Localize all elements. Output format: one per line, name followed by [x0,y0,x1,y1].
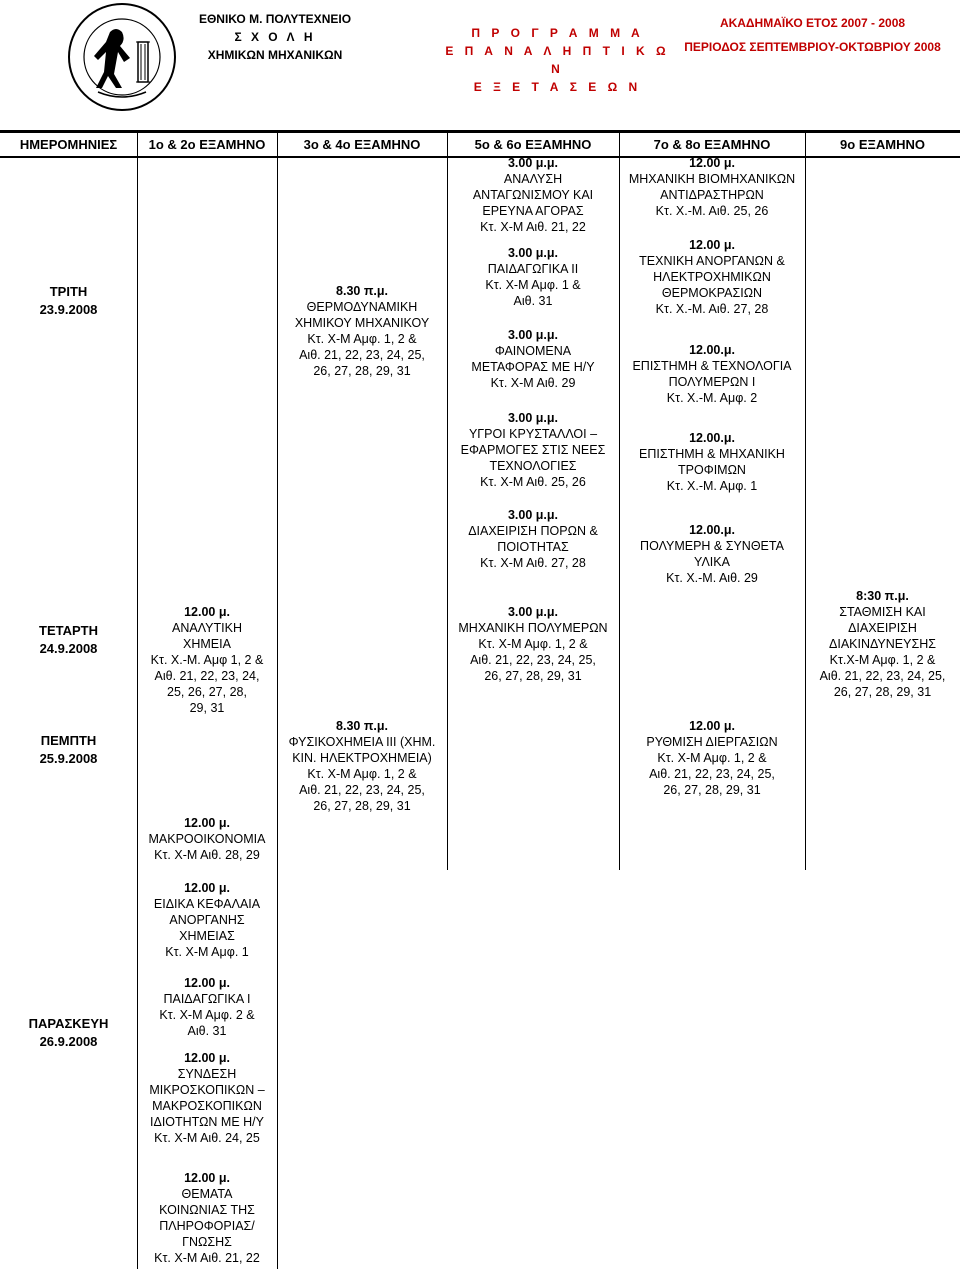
program-line-3: Ε Ξ Ε Τ Α Σ Ε Ω Ν [473,80,642,94]
program-line-2: Ε Π Α Ν Α Λ Η Π Τ Ι Κ Ω Ν [445,44,670,76]
grid-line [447,130,448,870]
exam-analytical-chemistry [137,604,277,716]
day-wednesday [0,622,137,658]
exam-detail-line: ΧΗΜΕΙΑΣ [179,929,235,943]
exam-detail-line: ΠΑΙΔΑΓΩΓΙΚΑ ΙΙ [487,262,579,276]
exam-detail-line: ΑΝΟΡΓΑΝΗΣ [169,913,245,927]
exam-time: 3.00 μ.μ. [507,605,559,619]
exam-time: 3.00 μ.μ. [507,411,559,425]
exam-detail-line: Κτ. Χ-Μ Αμφ. 1, 2 & [307,332,417,346]
school-heading [190,10,360,64]
exam-detail-line: Κτ. Χ-Μ Αιθ. 21, 22 [480,220,586,234]
exam-detail-line: Κτ. Χ-Μ Αιθ. 21, 22 [154,1251,260,1265]
exam-detail-line: ΤΕΧΝΟΛΟΓΙΕΣ [489,459,577,473]
ntua-seal-logo [58,2,186,112]
exam-pedagogy-1 [137,975,277,1039]
exam-time: 12.00 μ. [184,605,230,619]
col-header-sem-5-6: 5ο & 6ο ΕΞΑΜΗΝΟ [474,137,592,152]
col-header-sem-3-4: 3ο & 4ο ΕΞΑΜΗΝΟ [303,137,421,152]
day-tuesday [0,283,137,319]
exam-time: 12.00 μ. [184,816,230,830]
exam-detail-line: ΜΗΧΑΝΙΚΗ ΒΙΟΜΗΧΑΝΙΚΩΝ [628,172,796,186]
exam-detail-line: Κτ. Χ-Μ Αιθ. 27, 28 [480,556,586,570]
exam-detail-line: Κτ. Χ-Μ Αιθ. 28, 29 [154,848,260,862]
table-header-row [0,130,960,158]
exam-detail-line: ΔΙΑΚΙΝΔΥΝΕΥΣΗΣ [829,637,936,651]
col-header-dates: ΗΜΕΡΟΜΗΝΙΕΣ [19,137,118,152]
academic-year: ΑΚΑΔΗΜΑΪΚΟ ΕΤΟΣ 2007 - 2008 [719,16,906,30]
exam-detail-line: ΥΛΙΚΑ [694,555,730,569]
exam-detail-line: ΕΠΙΣΤΗΜΗ & ΤΕΧΝΟΛΟΓΙΑ [632,359,792,373]
exam-liquid-crystals [447,410,619,490]
exam-detail-line: ΧΗΜΙΚΟΥ ΜΗΧΑΝΙΚΟΥ [294,316,430,330]
school-line-2: Σ Χ Ο Λ Η [234,30,316,44]
exam-detail-line: ΕΦΑΡΜΟΓΕΣ ΣΤΙΣ ΝΕΕΣ [460,443,606,457]
exam-detail-line: Κτ. Χ-Μ Αμφ. 2 & [159,1008,255,1022]
day-name: ΠΕΜΠΤΗ [40,733,97,748]
exam-detail-line: Κτ. Χ.-Μ. Αιθ. 25, 26 [655,204,769,218]
exam-detail-line: 26, 27, 28, 29, 31 [313,799,411,813]
exam-detail-line: Αιθ. 21, 22, 23, 24, 25, [649,767,775,781]
col-header-sem-7-8: 7ο & 8ο ΕΞΑΜΗΝΟ [653,137,771,152]
exam-time: 12.00.μ. [689,523,735,537]
exam-detail-line: ΙΔΙΟΤΗΤΩΝ ΜΕ Η/Υ [150,1115,264,1129]
exam-micro-macro-properties [137,1050,277,1146]
exam-detail-line: Κτ. Χ.-Μ. Αμφ 1, 2 & [150,653,264,667]
school-line-1: ΕΘΝΙΚΟ Μ. ΠΟΛΥΤΕΧΝΕΙΟ [198,12,352,26]
exam-detail-line: ΠΟΛΥΜΕΡΩΝ Ι [668,375,756,389]
exam-detail-line: ΔΙΑΧΕΙΡΙΣΗ [848,621,917,635]
grid-line [805,130,806,870]
exam-period: ΠΕΡΙΟΔΟΣ ΣΕΠΤΕΜΒΡΙΟΥ-ΟΚΤΩΒΡΙΟΥ 2008 [684,40,941,54]
exam-detail-line: ΠΟΛΥΜΕΡΗ & ΣΥΝΘΕΤΑ [640,539,784,553]
academic-year-heading [675,14,950,56]
exam-detail-line: ΦΥΣΙΚΟΧΗΜΕΙΑ ΙΙΙ (ΧΗΜ. [288,735,436,749]
exam-time: 8:30 π.μ. [856,589,909,603]
exam-detail-line: ΦΑΙΝΟΜΕΝΑ [494,344,572,358]
exam-detail-line: Κτ. Χ.-Μ. Αιθ. 27, 28 [655,302,769,316]
exam-detail-line: Αιθ. 21, 22, 23, 24, 25, [819,669,946,683]
exam-detail-line: Αιθ. 21, 22, 23, 24, [154,669,260,683]
day-name: ΤΡΙΤΗ [49,284,88,299]
exam-detail-line: Κτ. Χ-Μ Αμφ. 1, 2 & [307,767,417,781]
exam-detail-line: Αιθ. 21, 22, 23, 24, 25, [299,348,425,362]
exam-detail-line: ΕΠΙΣΤΗΜΗ & ΜΗΧΑΝΙΚΗ [639,447,785,461]
exam-detail-line: Κτ. Χ-Μ Αμφ. 1, 2 & [657,751,767,765]
exam-detail-line: 26, 27, 28, 29, 31 [313,364,411,378]
exam-detail-line: 25, 26, 27, 28, [167,685,247,699]
exam-information-society [137,1170,277,1266]
exam-detail-line: ΤΕΧΝΙΚΗ ΑΝΟΡΓΑΝΩΝ & [639,254,785,268]
exam-detail-line: ΠΟΙΟΤΗΤΑΣ [497,540,569,554]
exam-detail-line: Κτ. Χ-Μ Αμφ. 1, 2 & [478,637,588,651]
exam-detail-line: 26, 27, 28, 29, 31 [833,685,932,699]
col-header-sem-9: 9ο ΕΞΑΜΗΝΟ [840,137,925,152]
school-line-3: ΧΗΜΙΚΩΝ ΜΗΧΑΝΙΚΩΝ [207,48,343,62]
exam-time: 3.00 μ.μ. [507,328,559,342]
exam-detail-line: ΣΤΑΘΜΙΣΗ ΚΑΙ [839,605,926,619]
exam-time: 12.00 μ. [689,238,735,252]
exam-detail-line: ΜΑΚΡΟΟΙΚΟΝΟΜΙΑ [148,832,266,846]
exam-transport-phenomena [447,327,619,391]
exam-time: 3.00 μ.μ. [507,156,559,170]
exam-detail-line: ΔΙΑΧΕΙΡΙΣΗ ΠΟΡΩΝ & [468,524,598,538]
exam-pedagogy-2 [447,245,619,309]
exam-detail-line: ΧΗΜΕΙΑ [183,637,231,651]
col-header-sem-1-2: 1ο & 2ο ΕΞΑΜΗΝΟ [148,137,266,152]
document-header [0,0,960,120]
exam-polymer-composites [619,522,805,586]
exam-risk-assessment [805,588,960,700]
day-thursday [0,732,137,768]
exam-detail-line: Κτ. Χ.-Μ. Αιθ. 29 [666,571,758,585]
exam-detail-line: ΚΟΙΝΩΝΙΑΣ ΤΗΣ [159,1203,255,1217]
exam-time: 12.00.μ. [689,343,735,357]
exam-resource-management [447,507,619,571]
exam-detail-line: ΑΝΤΙΔΡΑΣΤΗΡΩΝ [660,188,764,202]
exam-inorganic-special-topics [137,880,277,960]
exam-time: 3.00 μ.μ. [507,508,559,522]
exam-time: 12.00 μ. [184,881,230,895]
exam-detail-line: Κτ. Χ.-Μ. Αμφ. 2 [666,391,758,405]
exam-time: 12.00 μ. [184,976,230,990]
exam-process-control [619,718,805,798]
exam-detail-line: ΘΕΡΜΟΔΥΝΑΜΙΚΗ [306,300,418,314]
exam-polymer-science [619,342,805,406]
exam-detail-line: Κτ.Χ-Μ Αμφ. 1, 2 & [829,653,936,667]
exam-detail-line: ΤΡΟΦΙΜΩΝ [678,463,746,477]
exam-detail-line: Κτ. Χ-Μ Αιθ. 29 [490,376,576,390]
exam-time: 12.00 μ. [184,1171,230,1185]
exam-detail-line: ΣΥΝΔΕΣΗ [177,1067,237,1081]
exam-detail-line: 26, 27, 28, 29, 31 [663,783,761,797]
exam-detail-line: ΑΝΑΛΥΤΙΚΗ [172,621,242,635]
exam-detail-line: ΓΝΩΣΗΣ [182,1235,232,1249]
exam-detail-line: ΥΓΡΟΙ ΚΡΥΣΤΑΛΛΟΙ – [468,427,598,441]
exam-time: 12.00 μ. [689,719,735,733]
exam-macroeconomics [137,815,277,863]
exam-time: 8.30 π.μ. [336,284,388,298]
exam-thermodynamics [277,283,447,379]
exam-detail-line: ΜΗΧΑΝΙΚΗ ΠΟΛΥΜΕΡΩΝ [458,621,608,635]
exam-detail-line: 29, 31 [189,701,225,715]
exam-detail-line: ΘΕΡΜΟΚΡΑΣΙΩΝ [661,286,763,300]
exam-detail-line: Κτ. Χ-Μ Αιθ. 24, 25 [154,1131,260,1145]
program-line-1: Π Ρ Ο Γ Ρ Α Μ Μ Α [471,26,644,40]
program-heading [445,24,670,96]
exam-detail-line: ΑΝΑΛΥΣΗ [503,172,563,186]
exam-competition-analysis [447,155,619,235]
exam-detail-line: Αιθ. 21, 22, 23, 24, 25, [299,783,425,797]
exam-detail-line: Αιθ. 31 [513,294,553,308]
exam-detail-line: ΜΑΚΡΟΣΚΟΠΙΚΩΝ [152,1099,262,1113]
exam-detail-line: ΑΝΤΑΓΩΝΙΣΜΟΥ ΚΑΙ [472,188,594,202]
day-name: ΤΕΤΑΡΤΗ [39,623,98,638]
exam-time: 12.00 μ. [184,1051,230,1065]
exam-time: 8.30 π.μ. [336,719,388,733]
day-friday [0,1015,137,1051]
exam-detail-line: ΕΡΕΥΝΑ ΑΓΟΡΑΣ [482,204,584,218]
exam-detail-line: Αιθ. 21, 22, 23, 24, 25, [470,653,596,667]
exam-detail-line: ΘΕΜΑΤΑ [181,1187,233,1201]
exam-time: 12.00.μ. [689,431,735,445]
exam-detail-line: ΜΙΚΡΟΣΚΟΠΙΚΩΝ – [149,1083,265,1097]
exam-industrial-reactors [619,155,805,219]
day-date: 25.9.2008 [39,751,98,766]
exam-polymer-engineering [447,604,619,684]
exam-time: 12.00 μ. [689,156,735,170]
exam-detail-line: ΚΙΝ. ΗΛΕΚΤΡΟΧΗΜΕΙΑ) [292,751,432,765]
exam-inorganic-technology [619,237,805,317]
exam-detail-line: 26, 27, 28, 29, 31 [484,669,582,683]
day-date: 26.9.2008 [39,1034,98,1049]
exam-detail-line: ΜΕΤΑΦΟΡΑΣ ΜΕ Η/Υ [471,360,595,374]
exam-physical-chemistry-3 [277,718,447,814]
day-date: 24.9.2008 [39,641,98,656]
exam-time: 3.00 μ.μ. [507,246,559,260]
day-name: ΠΑΡΑΣΚΕΥΗ [28,1016,109,1031]
exam-detail-line: ΗΛΕΚΤΡΟΧΗΜΙΚΩΝ [653,270,771,284]
day-date: 23.9.2008 [39,302,98,317]
exam-detail-line: Κτ. Χ-Μ Αιθ. 25, 26 [480,475,586,489]
exam-food-science [619,430,805,494]
exam-detail-line: Αιθ. 31 [187,1024,227,1038]
exam-detail-line: ΡΥΘΜΙΣΗ ΔΙΕΡΓΑΣΙΩΝ [646,735,778,749]
exam-detail-line: ΠΑΙΔΑΓΩΓΙΚΑ Ι [163,992,251,1006]
exam-detail-line: Κτ. Χ-Μ Αμφ. 1 [165,945,249,959]
exam-detail-line: ΕΙΔΙΚΑ ΚΕΦΑΛΑΙΑ [153,897,261,911]
exam-detail-line: ΠΛΗΡΟΦΟΡΙΑΣ/ [159,1219,255,1233]
exam-detail-line: Κτ. Χ.-Μ. Αμφ. 1 [666,479,758,493]
exam-detail-line: Κτ. Χ-Μ Αμφ. 1 & [485,278,581,292]
